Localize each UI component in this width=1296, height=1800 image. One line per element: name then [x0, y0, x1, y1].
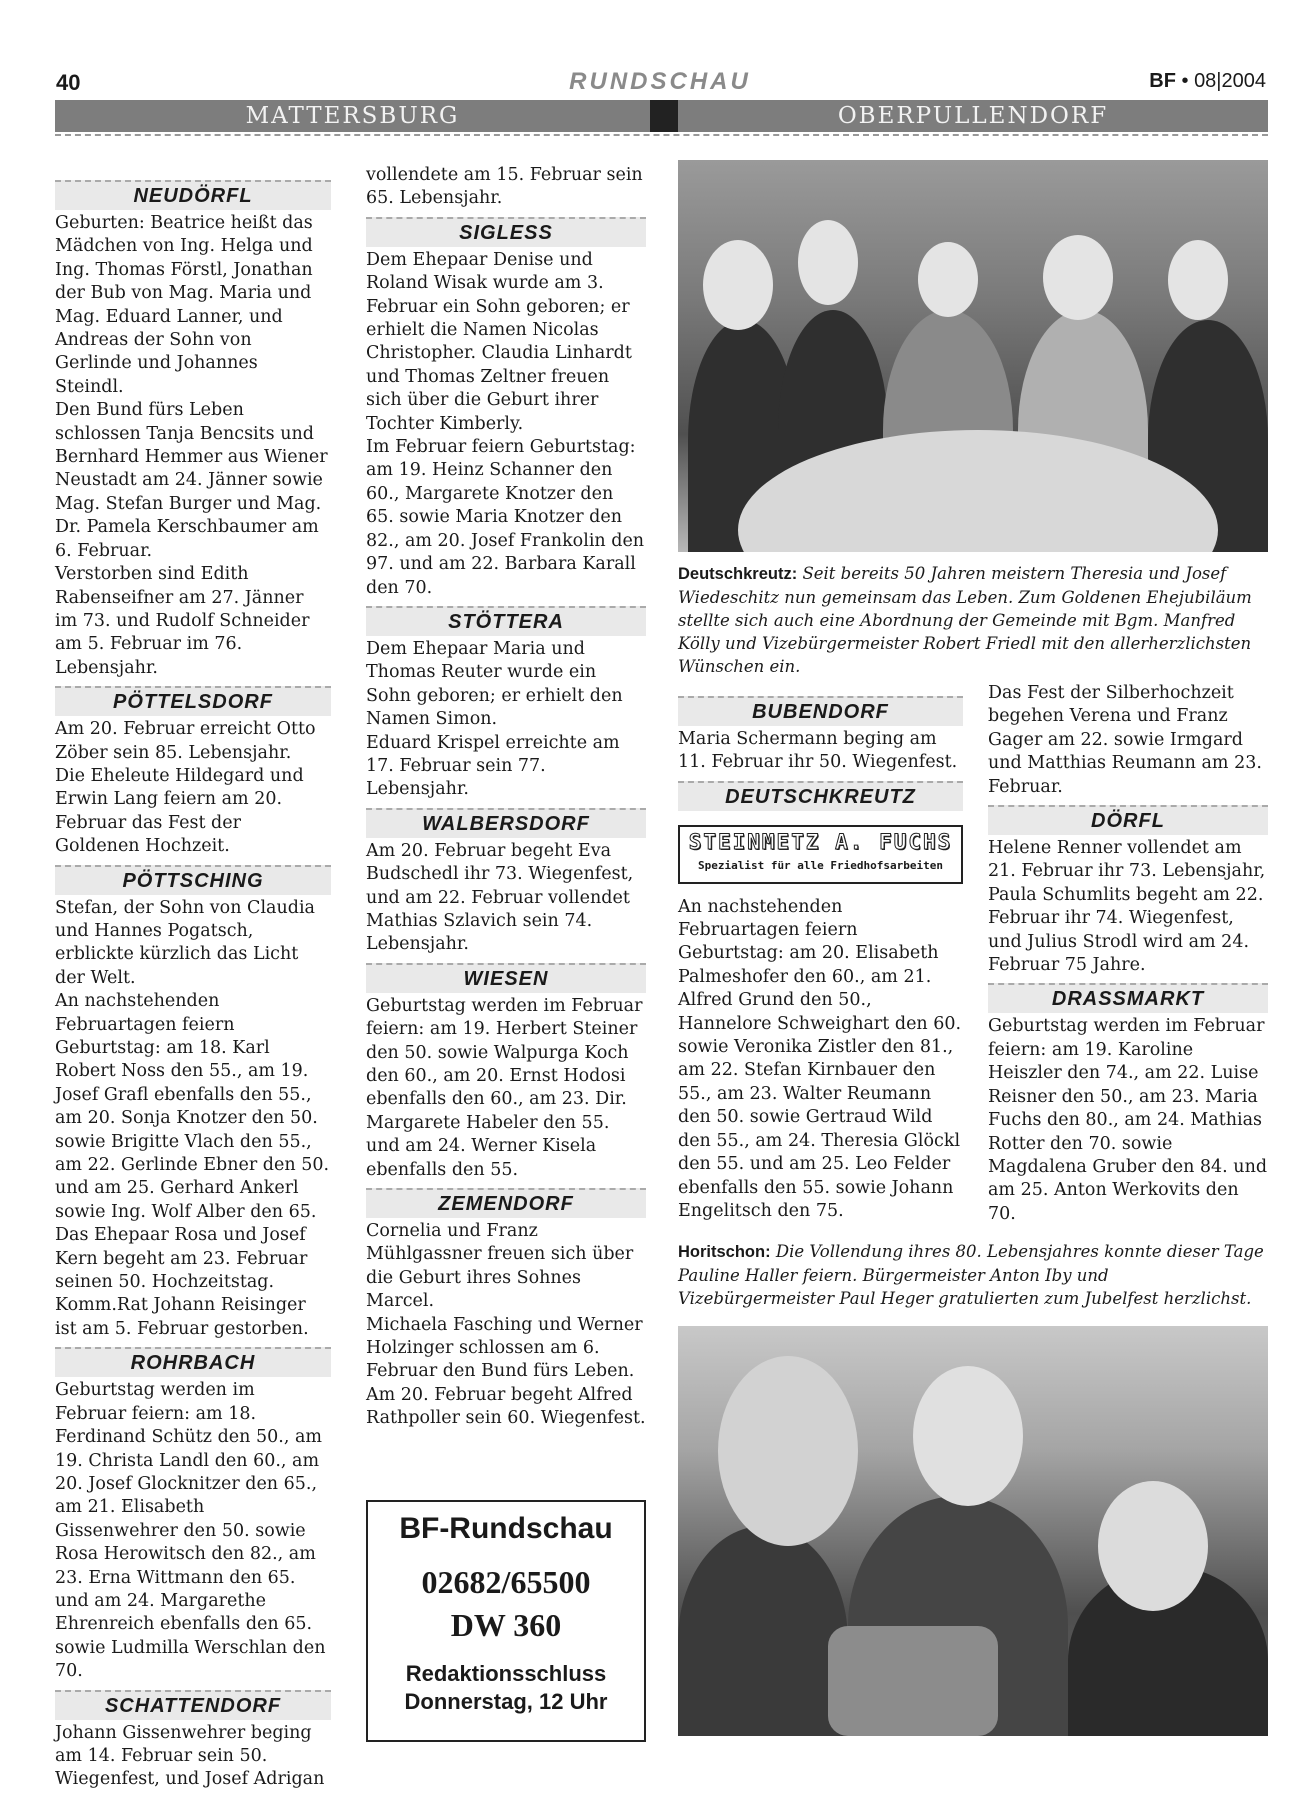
section-heading: DEUTSCHKREUTZ — [678, 781, 963, 811]
section-schattendorf — [55, 1690, 331, 1792]
article-paragraph: Helene Renner vollendet am 21. Februar ihr 73. Lebensjahr, Paula Schumlits begeht am 22. Februar ihr 74. Wiegenfest, und Julius Strodl wird am 24. Februar 75 Jahre. — [988, 838, 1266, 976]
section-heading: PÖTTSCHING — [55, 865, 331, 895]
section-zemendorf — [366, 1188, 646, 1431]
caption-text: Seit bereits 50 Jahren meistern Theresia und Josef Wiedeschitz nun gemeinsam das Leben. Zum Goldenen Ehejubiläum stellte sich auch eine Abordnung der Gemeinde mit Bgm. Manfred Kölly und Vizebürgermeister Robert Friedl mit den allerherzlichsten Wünschen ein. — [678, 564, 1252, 676]
region-divider — [650, 100, 678, 132]
section-heading: ZEMENDORF — [366, 1188, 646, 1218]
caption-text: Die Vollendung ihres 80. Lebensjahres konnte dieser Tage Pauline Haller feiern. Bürgermeister Anton Iby und Vizebürgermeister Paul Heger gratulierten zum Jubelfest herzlichst. — [678, 1242, 1264, 1308]
region-bar-oberpullendorf: OBERPULLENDORF — [678, 100, 1268, 132]
article-paragraph: Geburtstag werden im Februar feiern: am 19. Karoline Heiszler den 74., am 22. Luise Reisner den 50., am 23. Maria Fuchs den 80., am 24. Mathias Rotter den 70. sowie Magdalena Gruber den 84. und am 25. Anton Werkovits den 70. — [988, 1016, 1268, 1224]
region-bar-mattersburg: MATTERSBURG — [55, 100, 650, 132]
section-heading: SCHATTENDORF — [55, 1690, 331, 1720]
person-head — [798, 220, 858, 305]
article-paragraph: Komm.Rat Johann Reisinger ist am 5. Februar gestorben. — [55, 1295, 309, 1339]
ad-deadline-line2: Donnerstag, 12 Uhr — [404, 1689, 608, 1714]
article-paragraph: Geburtstag werden im Februar feiern: am 19. Herbert Steiner den 50. sowie Walpurga Koch den 60., am 20. Ernst Hodosi ebenfalls den 60., am 23. Dir. Margarete Habeler den 55. und am 24. Werner Kisela ebenfalls den 55. — [366, 995, 643, 1180]
section-bubendorf — [678, 696, 963, 775]
article-paragraph: Johann Gissenwehrer beging am 14. Februar sein 50. Wiegenfest, und Josef Adrigan — [55, 1722, 325, 1790]
article-paragraph: Geburtstag werden im Februar feiern: am 18. Ferdinand Schütz den 50., am 19. Christa Landl den 60., am 20. Josef Glocknitzer den 65., am 21. Elisabeth Gissenwehrer den 50. sowie Rosa Herowitsch den 82., am 23. Erna Wittmann den 65. und am 24. Margarethe Ehrenreich ebenfalls den 65. sowie Ludmilla Werschlan den 70. — [55, 1380, 326, 1682]
article-paragraph: Im Februar feiern Geburtstag: am 19. Heinz Schanner den 60., Margarete Knotzer den 65. sowie Maria Knotzer den 82., am 20. Josef Frankolin den 97. und am 22. Barbara Karall den 70. — [366, 437, 645, 598]
section-poettelsdorf — [55, 686, 331, 858]
article-paragraph: Dem Ehepaar Denise und Roland Wisak wurde am 3. Februar ein Sohn geboren; er erhielt die Namen Nicolas Christopher. Claudia Linhardt und Thomas Zeltner freuen sich über die Geburt ihrer Tochter Kimberly. — [366, 249, 632, 434]
section-heading: DÖRFL — [988, 805, 1268, 835]
photo-golden-anniversary — [678, 160, 1268, 552]
caption-place: Horitschon: — [678, 1243, 771, 1261]
section-drassmarkt — [988, 983, 1268, 1226]
article-paragraph: Die Eheleute Hildegard und Erwin Lang feiern am 20. Februar das Fest der Goldenen Hochzeit. — [55, 765, 304, 857]
article-paragraph: Das Fest der Silberhochzeit begehen Verena und Franz Gager am 22. sowie Irmgard und Matthias Reumann am 23. Februar. — [988, 683, 1262, 797]
person-head — [1168, 240, 1228, 320]
ad-deadline-line1: Redaktionsschluss — [405, 1661, 607, 1686]
page-number: 40 — [56, 70, 81, 95]
article-paragraph: Cornelia und Franz Mühlgassner freuen sich über die Geburt ihres Sohnes Marcel. — [366, 1221, 634, 1312]
person-head — [918, 242, 978, 317]
section-sigless — [366, 217, 646, 600]
section-heading: STÖTTERA — [366, 606, 646, 636]
article-paragraph: Dem Ehepaar Maria und Thomas Reuter wurde ein Sohn geboren; er erhielt den Namen Simon. — [366, 638, 623, 730]
section-poettsching — [55, 865, 331, 1342]
article-paragraph: Stefan, der Sohn von Claudia und Hannes Pogatsch, erblickte kürzlich das Licht der Welt. — [55, 897, 315, 988]
article-paragraph: An nachstehenden Februartagen feiern Geburtstag: am 20. Elisabeth Palmeshofer den 60., am 21. Alfred Grund den 50., Hannelore Schweighart den 60. sowie Veronika Zistler den 81., am 22. Stefan Kirnbauer den 55., am 23. Walter Reumann den 50. sowie Gertraud Wild den 55., am 24. Theresia Glöckl den 55. und am 25. Leo Felder ebenfalls den 55. sowie Johann Engelitsch den 75. — [678, 896, 962, 1221]
article-paragraph: Michaela Fasching und Werner Holzinger schlossen am 6. Februar den Bund fürs Leben. — [366, 1314, 643, 1382]
section-deutschkreutz — [678, 781, 963, 1224]
section-heading: PÖTTELSDORF — [55, 686, 331, 716]
column-5 — [988, 682, 1268, 1226]
section-heading: WIESEN — [366, 963, 646, 993]
article-paragraph: Am 20. Februar begeht Eva Budschedl ihr 73. Wiegenfest, und am 22. Februar vollendet Mathias Szlavich sein 74. Lebensjahr. — [366, 840, 634, 955]
section-heading: NEUDÖRFL — [55, 180, 331, 210]
issue-brand: BF — [1149, 70, 1176, 92]
article-paragraph: Am 20. Februar erreicht Otto Zöber sein 85. Lebensjahr. — [55, 719, 316, 763]
ad-company-tagline: Spezialist für alle Friedhofsarbeiten — [697, 859, 944, 873]
section-heading: SIGLESS — [366, 217, 646, 247]
article-paragraph: Geburten: Beatrice heißt das Mädchen von Ing. Helga und Ing. Thomas Förstl, Jonathan der Bub von Mag. Maria und Mag. Eduard Lanner, und Andreas der Sohn von Gerlinde und Johannes Steindl. — [55, 213, 313, 397]
article-paragraph: Den Bund fürs Leben schlossen Tanja Bencsits und Bernhard Hemmer aus Wiener Neustadt am 24. Jänner sowie Mag. Stefan Burger und Mag. Dr. Pamela Kerschbaumer am 6. Februar. — [55, 400, 328, 561]
gift-basket — [828, 1626, 998, 1736]
section-silberhochzeit — [988, 682, 1268, 799]
article-paragraph: Das Ehepaar Rosa und Josef Kern begeht am 23. Februar seinen 50. Hochzeitstag. — [55, 1225, 308, 1293]
article-paragraph: Am 20. Februar begeht Alfred Rathpoller sein 60. Wiegenfest. — [366, 1384, 646, 1429]
issue-info — [1149, 70, 1266, 93]
section-heading: DRASSMARKT — [988, 983, 1268, 1013]
section-doerfl — [988, 805, 1268, 977]
bf-rundschau-ad — [366, 1500, 646, 1742]
article-paragraph: Eduard Krispel erreichte am 17. Februar sein 77. Lebensjahr. — [366, 732, 620, 800]
ad-title: BF-Rundschau — [399, 1512, 613, 1545]
section-heading: BUBENDORF — [678, 696, 963, 726]
section-stoettera — [366, 606, 646, 802]
ad-company-name: STEINMETZ A. FUCHS — [688, 829, 953, 854]
article-paragraph: Maria Schermann beging am 11. Februar ihr 50. Wiegenfest. — [678, 729, 958, 773]
column-2 — [366, 164, 646, 1431]
steinmetz-fuchs-ad — [678, 825, 963, 884]
person-head — [913, 1366, 1023, 1506]
section-heading: ROHRBACH — [55, 1347, 331, 1377]
issue-separator: • — [1181, 70, 1189, 92]
section-wiesen — [366, 963, 646, 1182]
section-walbersdorf — [366, 808, 646, 957]
person-head — [718, 1356, 858, 1546]
person-head — [1043, 235, 1113, 320]
issue-date: 08|2004 — [1194, 70, 1266, 92]
ad-deadline — [368, 1660, 644, 1716]
photo-caption-horitschon — [678, 1240, 1268, 1310]
article-paragraph: Verstorben sind Edith Rabenseifner am 27. Jänner im 73. und Rudolf Schneider am 5. Februar im 76. Lebensjahr. — [55, 564, 310, 678]
column-1 — [55, 174, 331, 1792]
section-neudoerfl — [55, 180, 331, 680]
photo-80th-birthday — [678, 1326, 1268, 1736]
column-4 — [678, 690, 963, 1223]
section-heading: WALBERSDORF — [366, 808, 646, 838]
person-head — [703, 240, 773, 330]
article-continuation: vollendete am 15. Februar sein 65. Lebensjahr. — [366, 165, 643, 209]
article-paragraph: An nachstehenden Februartagen feiern Geburtstag: am 18. Karl Robert Noss den 55., am 19. Josef Grafl ebenfalls den 55., am 20. Sonja Knotzer den 50. sowie Brigitte Vlach den 55., am 22. Gerlinde Ebner den 50. und am 25. Gerhard Ankerl sowie Ing. Wolf Alber den 65. — [55, 991, 330, 1222]
caption-place: Deutschkreutz: — [678, 565, 798, 583]
publication-name: RUNDSCHAU — [569, 68, 751, 95]
photo-caption-deutschkreutz — [678, 562, 1268, 678]
person-figure — [678, 1526, 848, 1736]
section-rohrbach — [55, 1347, 331, 1683]
header-rule — [55, 134, 1268, 136]
ad-extension: DW 360 — [450, 1607, 562, 1643]
ad-phone: 02682/65500 — [421, 1564, 591, 1600]
person-head — [1098, 1481, 1208, 1611]
